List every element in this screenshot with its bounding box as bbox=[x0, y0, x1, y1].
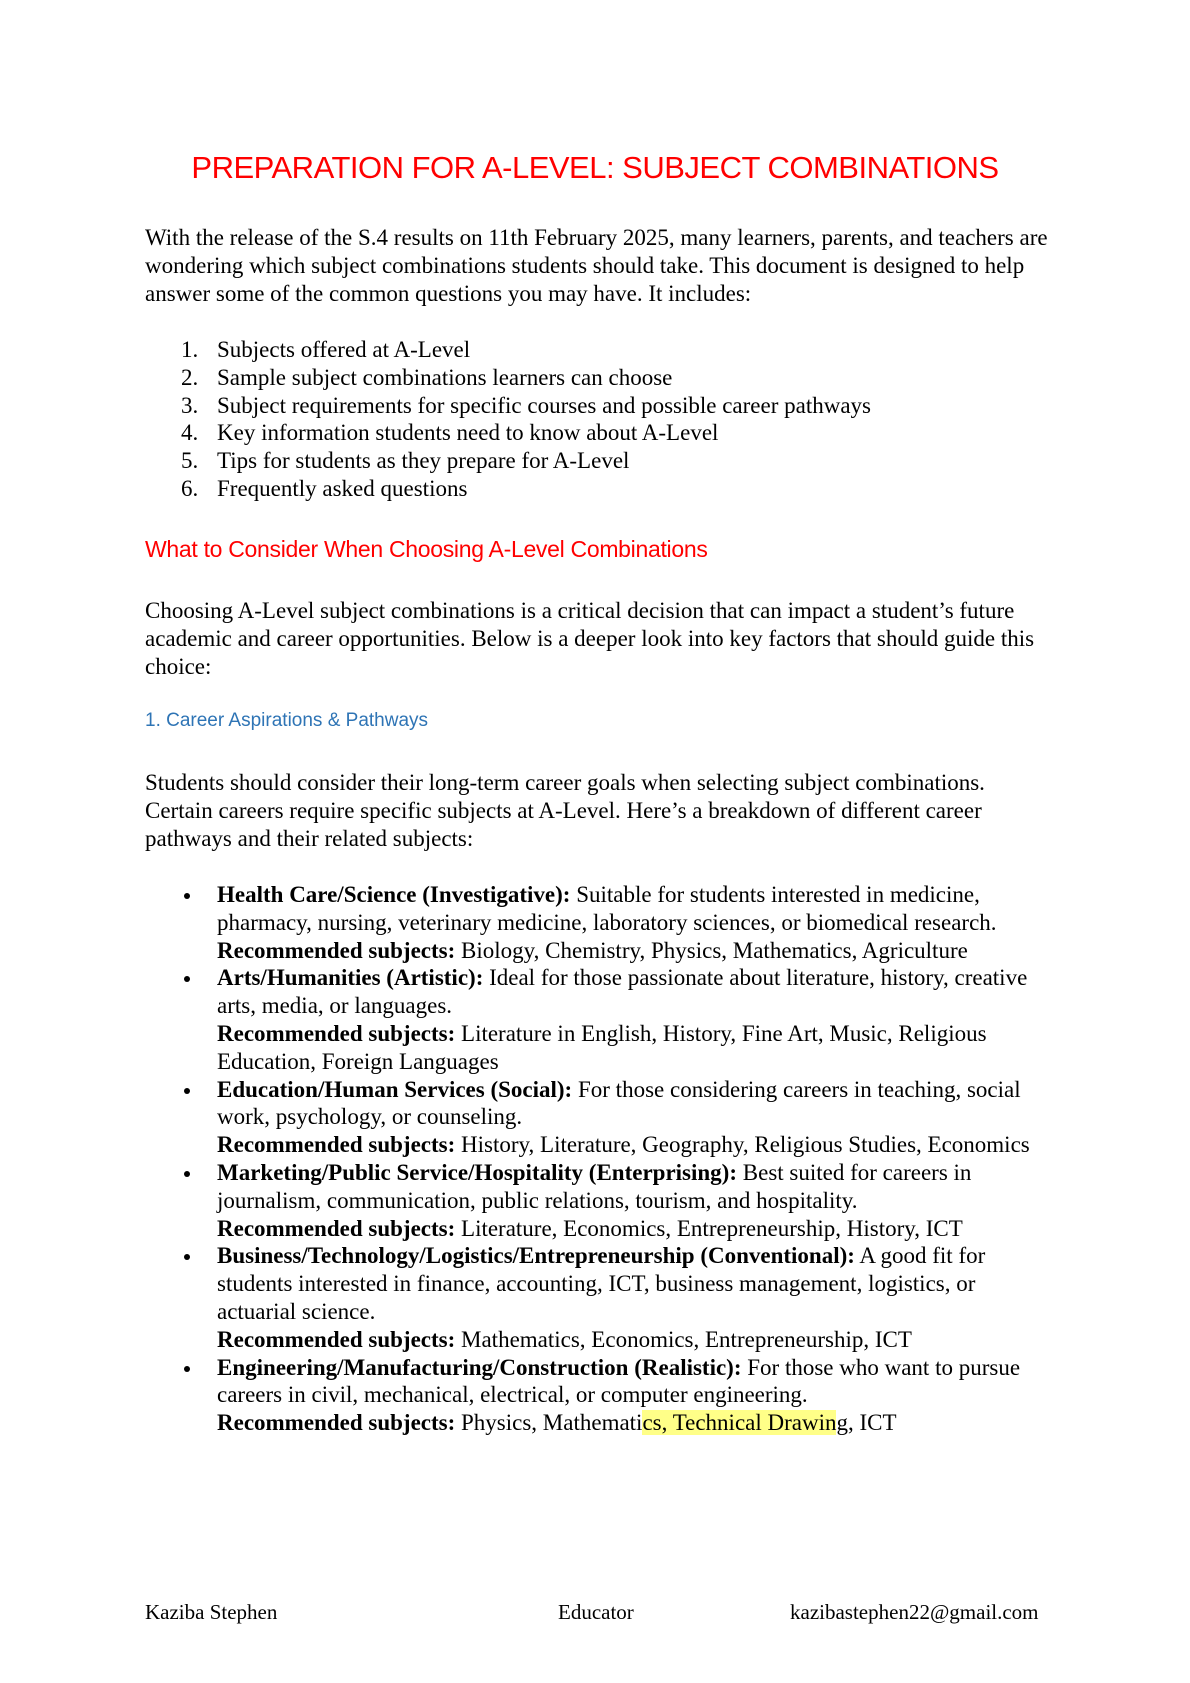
list-number: 3. bbox=[181, 392, 199, 418]
list-item bbox=[145, 419, 871, 447]
bullet-icon bbox=[145, 1354, 217, 1437]
career-item bbox=[145, 1242, 1045, 1353]
list-text: Sample subject combinations learners can choose bbox=[217, 364, 673, 390]
recommended-subjects bbox=[461, 1410, 897, 1435]
list-number: 1. bbox=[181, 337, 199, 362]
subjects-part: Physics, Mathemati bbox=[461, 1410, 643, 1436]
list-text: Frequently asked questions bbox=[217, 475, 468, 501]
list-item bbox=[145, 364, 871, 392]
career-description: Best suited for careers in journalism, communication, public relations, tourism, and hospitality. bbox=[217, 1159, 972, 1213]
bullet-icon bbox=[145, 1159, 217, 1242]
career-description: A good fit for students interested in finance, accounting, ICT, business management, logistics, or actuarial science. bbox=[217, 1243, 986, 1324]
intro-paragraph: With the release of the S.4 results on 11th February 2025, many learners, parents, and teachers are wondering which subject combinations students should take. This document is designed to help answer some of the common questions you may have. It includes: bbox=[145, 225, 1048, 306]
career-description: For those considering careers in teaching, social work, psychology, or counseling. bbox=[217, 1076, 1021, 1130]
bullet-icon bbox=[145, 964, 217, 1075]
recommended-label: Recommended subjects: bbox=[217, 937, 456, 963]
career-title: Arts/Humanities (Artistic): bbox=[217, 965, 484, 991]
section-heading: What to Consider When Choosing A-Level Combinations bbox=[145, 536, 708, 562]
section-intro-paragraph: Choosing A-Level subject combinations is a critical decision that can impact a student’s future academic and career opportunities. Below is a deeper look into key factors that should guide this choice: bbox=[145, 598, 1035, 679]
career-item bbox=[145, 964, 1045, 1075]
recommended-subjects: History, Literature, Geography, Religious Studies, Economics bbox=[461, 1132, 1030, 1158]
subsection-heading: 1. Career Aspirations & Pathways bbox=[145, 710, 429, 731]
recommended-subjects: Literature in English, History, Fine Art, Music, Religious Education, Foreign Languages bbox=[217, 1020, 987, 1074]
recommended-label: Recommended subjects: bbox=[217, 1215, 456, 1241]
list-text: Subjects offered at A-Level bbox=[217, 337, 471, 362]
bullet-icon bbox=[145, 1076, 217, 1159]
recommended-label: Recommended subjects: bbox=[217, 1132, 456, 1158]
footer-author: Kaziba Stephen bbox=[145, 1600, 278, 1624]
career-pathways-list bbox=[145, 881, 1045, 1437]
highlighted-text: cs, Technical Drawin bbox=[642, 1410, 837, 1436]
subjects-part: g, ICT bbox=[836, 1410, 897, 1436]
career-description: Suitable for students interested in medicine, pharmacy, nursing, veterinary medicine, laboratory sciences, or biomedical research. bbox=[217, 882, 997, 935]
list-number: 2. bbox=[181, 364, 199, 390]
list-text: Subject requirements for specific courses and possible career pathways bbox=[217, 392, 871, 418]
career-title: Education/Human Services (Social): bbox=[217, 1076, 573, 1102]
career-description: For those who want to pursue careers in civil, mechanical, electrical, or computer engineering. bbox=[217, 1354, 1021, 1408]
list-number: 4. bbox=[181, 420, 199, 446]
career-description: Ideal for those passionate about literature, history, creative arts, media, or languages. bbox=[217, 965, 1028, 1019]
list-text: Key information students need to know about A-Level bbox=[217, 420, 719, 446]
contents-list bbox=[145, 336, 871, 503]
recommended-subjects: Literature, Economics, Entrepreneurship, History, ICT bbox=[461, 1215, 963, 1241]
recommended-label: Recommended subjects: bbox=[217, 1410, 456, 1436]
career-title: Marketing/Public Service/Hospitality (Enterprising): bbox=[217, 1159, 738, 1185]
career-title: Engineering/Manufacturing/Construction (Realistic): bbox=[217, 1354, 742, 1380]
subsection-paragraph: Students should consider their long-term career goals when selecting subject combinations. Certain careers require specific subjects at A-Level. Here’s a breakdown of different career pathways and their related subjects: bbox=[145, 770, 985, 851]
list-item bbox=[145, 447, 871, 475]
career-item bbox=[145, 1076, 1045, 1159]
list-number: 5. bbox=[181, 448, 199, 474]
list-item bbox=[145, 392, 871, 420]
career-item bbox=[145, 881, 1045, 964]
footer-role: Educator bbox=[558, 1600, 634, 1624]
career-item bbox=[145, 1354, 1045, 1437]
recommended-label: Recommended subjects: bbox=[217, 1020, 456, 1046]
career-item bbox=[145, 1159, 1045, 1242]
career-title: Health Care/Science (Investigative): bbox=[217, 882, 571, 907]
recommended-subjects: Biology, Chemistry, Physics, Mathematics, Agriculture bbox=[461, 937, 968, 963]
footer-email: kazibastephen22@gmail.com bbox=[790, 1600, 1039, 1624]
bullet-icon bbox=[145, 1242, 217, 1353]
document-title: PREPARATION FOR A-LEVEL: SUBJECT COMBINATIONS bbox=[191, 150, 999, 185]
list-item bbox=[145, 475, 871, 503]
list-number: 6. bbox=[181, 475, 199, 501]
career-title: Business/Technology/Logistics/Entrepreneurship (Conventional): bbox=[217, 1243, 855, 1269]
recommended-subjects: Mathematics, Economics, Entrepreneurship, ICT bbox=[461, 1326, 912, 1352]
list-item bbox=[145, 336, 871, 364]
list-text: Tips for students as they prepare for A-Level bbox=[217, 448, 630, 474]
recommended-label: Recommended subjects: bbox=[217, 1326, 456, 1352]
bullet-icon bbox=[145, 881, 217, 964]
